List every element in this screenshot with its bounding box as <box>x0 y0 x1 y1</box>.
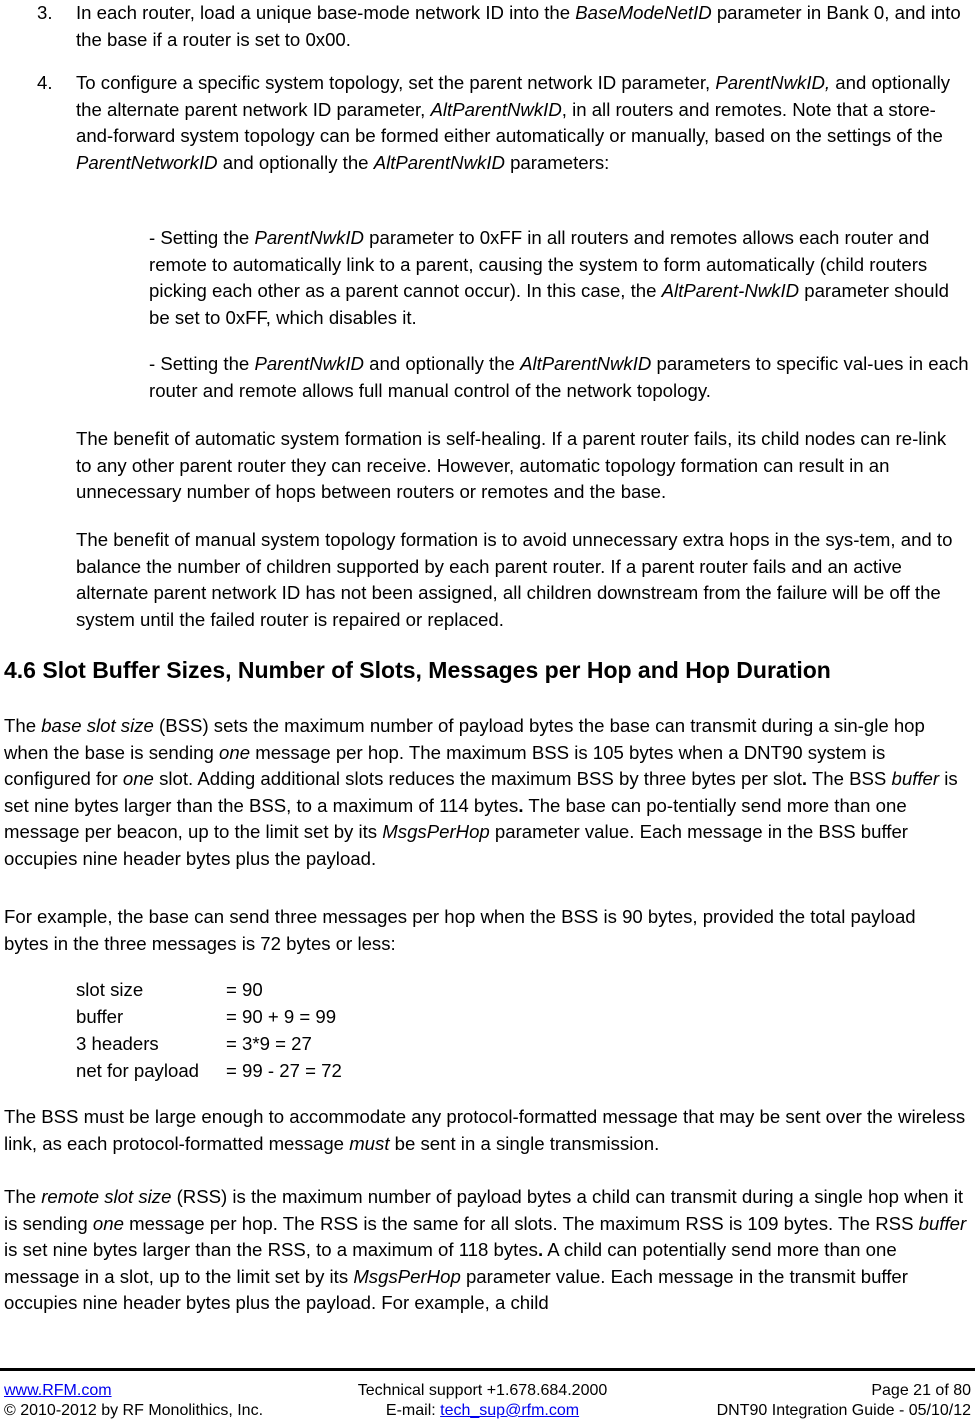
text-run: buffer <box>891 768 940 790</box>
text-run: message per hop. The RSS is the same for all slots. The maximum RSS is 109 bytes. The RSS <box>123 1212 919 1234</box>
calc-label: slot size <box>76 979 144 1000</box>
paragraph-benefit-auto: The benefit of automatic system formation is self-healing. If a parent router fails, its child nodes can re-link to any other parent router they can receive. However, automatic topology formation can result in an unnecessary number of hops between routers or remotes and the base. <box>76 428 947 503</box>
text-run: AltParentNwkID <box>520 353 652 374</box>
text-run: The BSS <box>807 768 892 790</box>
calc-value: = 90 <box>226 979 263 1000</box>
text-run: To configure a specific system topology, set the parent network ID parameter, <box>76 72 716 93</box>
calc-row <box>76 1031 312 1058</box>
text-run: The <box>4 1186 42 1207</box>
paragraph-rss <box>4 1184 974 1317</box>
text-run: be sent in a single transmission. <box>389 1132 660 1154</box>
text-run: one <box>92 1212 124 1234</box>
text-run: In each router, load a unique base-mode network ID into the <box>76 2 576 23</box>
text-run: is set nine bytes larger than the BSS, to a maximum of 114 bytes <box>4 768 958 816</box>
text-run: parameters to specific val-ues in each router and remote allows full manual control of the network topology. <box>149 353 969 401</box>
text-run: The base can po-tentially send more than one message per beacon, up to the limit set by its <box>4 794 907 843</box>
list-item-4 <box>76 70 966 176</box>
sub-item-auto <box>149 225 974 331</box>
text-run: parameter in Bank 0, and into the base if a router is set to 0x00. <box>76 2 961 50</box>
text-run: ParentNwkID <box>254 353 364 374</box>
text-run: buffer <box>918 1212 967 1234</box>
text-run: The <box>4 715 42 736</box>
text-run: (BSS) sets the maximum number of payload bytes the base can transmit during a sin-gle hop when the base is sending <box>4 715 925 763</box>
text-run: - Setting the <box>149 227 255 248</box>
calc-row <box>76 977 263 1004</box>
list-number-4: 4. <box>37 72 53 93</box>
text-run: message per hop. The maximum BSS is 105 bytes when a DNT90 system is configured for <box>4 741 886 790</box>
text-run: ParentNetworkID <box>76 151 218 173</box>
text-run: parameters: <box>504 151 610 173</box>
text-run: slot. Adding additional slots reduces the maximum BSS by three bytes per slot <box>153 768 802 790</box>
text-run: parameter to 0xFF in all routers and remotes allows each router and remote to automatically link to a parent, causing the system to form automatically (child routers picking each other as a parent cannot occur). In this case, the <box>149 227 930 302</box>
calc-label: net for payload <box>76 1060 200 1081</box>
text-run: The BSS must be large enough to accommodate any protocol-formatted message that may be sent over the wireless link, as each protocol-formatted message <box>4 1106 966 1154</box>
text-run: one <box>122 768 154 790</box>
text-run: . <box>801 768 808 790</box>
text-run: must <box>349 1132 390 1154</box>
text-run: and optionally the <box>217 151 374 173</box>
text-run: ParentNwkID, <box>715 72 831 93</box>
document-title: DNT90 Integration Guide - 05/10/12 <box>716 1402 971 1419</box>
text-run: AltParent-NwkID <box>661 280 800 302</box>
text-run: parameter value. Each message in the BSS buffer occupies nine header bytes plus the payload. <box>4 821 909 869</box>
text-run: one <box>219 741 251 763</box>
page-number: Page 21 of 80 <box>871 1382 971 1399</box>
sub-item-manual <box>149 351 969 404</box>
calc-label: 3 headers <box>76 1033 159 1054</box>
website-link[interactable]: www.RFM.com <box>4 1382 112 1399</box>
text-run: and optionally the alternate parent network ID parameter, <box>76 72 951 120</box>
text-run: base slot size <box>41 715 154 736</box>
list-item-3 <box>76 0 966 53</box>
list-number-3: 3. <box>37 2 53 23</box>
text-run: AltParentNwkID <box>373 151 505 173</box>
calc-row <box>76 1004 336 1031</box>
email-line <box>330 1401 635 1421</box>
text-run: is set nine bytes larger than the RSS, to a maximum of 118 bytes <box>4 1239 538 1261</box>
text-run: ParentNwkID <box>254 227 364 248</box>
text-run: parameter value. Each message in the transmit buffer occupies nine header bytes plus the payload. For example, a child <box>4 1265 908 1314</box>
section-heading: 4.6 Slot Buffer Sizes, Number of Slots, Messages per Hop and Hop Duration <box>4 657 831 683</box>
calc-value: = 3*9 = 27 <box>226 1033 312 1054</box>
calc-value: = 90 + 9 = 99 <box>226 1006 337 1027</box>
text-run: and optionally the <box>363 353 521 374</box>
email-label: E-mail: <box>385 1402 441 1419</box>
calc-label: buffer <box>76 1006 124 1027</box>
footer-divider <box>0 1368 975 1371</box>
text-run: MsgsPerHop <box>382 821 490 843</box>
text-run: remote slot size <box>41 1186 172 1207</box>
calc-value: = 99 - 27 = 72 <box>226 1060 342 1081</box>
text-run: MsgsPerHop <box>353 1265 461 1287</box>
text-run: AltParentNwkID <box>430 98 562 120</box>
text-run: BaseModeNetID <box>575 2 712 23</box>
support-phone: Technical support +1.678.684.2000 <box>357 1382 608 1399</box>
paragraph-example-intro: For example, the base can send three messages per hop when the BSS is 90 bytes, provided the total payload bytes in the three messages is 72 bytes or less: <box>4 906 916 954</box>
email-link[interactable]: tech_sup@rfm.com <box>440 1402 580 1419</box>
text-run: , in all routers and remotes. Note that a store-and-forward system topology can be formed either automatically or manually, based on the settings of the <box>76 98 943 147</box>
text-run: - Setting the <box>149 353 255 374</box>
text-run: parameter should be set to 0xFF, which disables it. <box>149 280 949 328</box>
paragraph-benefit-manual: The benefit of manual system topology formation is to avoid unnecessary extra hops in the sys-tem, and to balance the number of children supported by each parent router. If a parent router fails and an active alternate parent network ID has not been assigned, all children downstream from the failure will be off the system until the failed router is repaired or replaced. <box>76 529 953 630</box>
paragraph-bss-large <box>4 1104 969 1157</box>
calc-row <box>76 1058 342 1085</box>
text-run: A child can potentially send more than one message in a slot, up to the limit set by its <box>4 1239 897 1287</box>
text-run: (RSS) is the maximum number of payload bytes a child can transmit during a single hop when it is sending <box>4 1186 964 1234</box>
paragraph-bss <box>4 713 974 873</box>
text-run: . <box>518 794 524 816</box>
text-run: . <box>537 1239 544 1261</box>
copyright-text: © 2010-2012 by RF Monolithics, Inc. <box>4 1402 264 1419</box>
